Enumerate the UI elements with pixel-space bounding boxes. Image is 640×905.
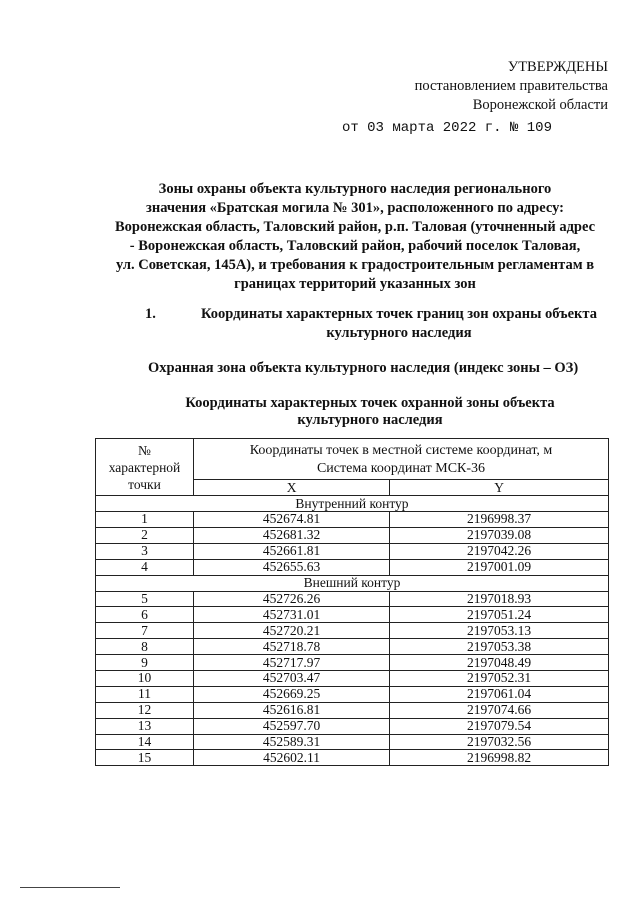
point-number: 7 [96, 623, 194, 639]
title-line: границах территорий указанных зон [234, 276, 476, 292]
header-text: № [138, 442, 151, 458]
table-row [96, 623, 609, 639]
x-value: 452681.32 [194, 527, 390, 543]
x-value: 452726.26 [194, 591, 390, 607]
point-number: 3 [96, 543, 194, 559]
footnote-divider [20, 887, 120, 888]
point-number: 9 [96, 655, 194, 671]
y-value: 2197074.66 [390, 702, 609, 718]
table-row [96, 543, 609, 559]
table-row [96, 607, 609, 623]
y-value: 2197048.49 [390, 655, 609, 671]
section-title-line: культурного наследия [326, 325, 472, 341]
y-value: 2197039.08 [390, 527, 609, 543]
section-title-line: Координаты характерных точек границ зон охраны объекта [201, 306, 597, 322]
table-heading [130, 395, 610, 429]
approval-date: от 03 марта 2022 г. № 109 [341, 120, 552, 136]
x-value: 452674.81 [194, 512, 390, 528]
table-row [96, 527, 609, 543]
table-row [96, 686, 609, 702]
point-number: 5 [96, 591, 194, 607]
y-value: 2197001.09 [390, 559, 609, 575]
x-value: 452718.78 [194, 639, 390, 655]
header-text: точки [128, 476, 161, 492]
point-number: 1 [96, 512, 194, 528]
table-row [96, 655, 609, 671]
point-number: 10 [96, 671, 194, 687]
outer-contour-label: Внешний контур [96, 575, 609, 591]
y-value: 2197018.93 [390, 591, 609, 607]
x-value: 452655.63 [194, 559, 390, 575]
x-value: 452602.11 [194, 750, 390, 766]
table-row [96, 718, 609, 734]
y-value: 2197051.24 [390, 607, 609, 623]
inner-contour-label: Внутренний контур [96, 496, 609, 512]
point-number: 6 [96, 607, 194, 623]
point-number: 2 [96, 527, 194, 543]
point-number: 15 [96, 750, 194, 766]
x-value: 452717.97 [194, 655, 390, 671]
y-value: 2197052.31 [390, 671, 609, 687]
table-row [96, 639, 609, 655]
x-value: 452661.81 [194, 543, 390, 559]
point-number: 12 [96, 702, 194, 718]
header-coordinates [194, 439, 609, 480]
x-value: 452616.81 [194, 702, 390, 718]
x-value: 452589.31 [194, 734, 390, 750]
header-text: Координаты точек в местной системе координат, м [249, 443, 553, 458]
header-text: Система координат МСК-36 [316, 461, 486, 476]
table-row [96, 702, 609, 718]
x-value: 452703.47 [194, 671, 390, 687]
y-value: 2196998.82 [390, 750, 609, 766]
zone-heading: Охранная зона объекта культурного наследия (индекс зоны – ОЗ) [148, 360, 579, 376]
table-row [96, 671, 609, 687]
title-line: Зоны охраны объекта культурного наследия регионального [158, 181, 552, 197]
document-title [100, 180, 610, 294]
section-heading [130, 305, 610, 343]
x-value: 452731.01 [194, 607, 390, 623]
x-value: 452597.70 [194, 718, 390, 734]
table-row [96, 559, 609, 575]
y-value: 2197032.56 [390, 734, 609, 750]
approval-title: УТВЕРЖДЕНЫ [507, 59, 608, 75]
header-x: X [194, 480, 390, 496]
point-number: 8 [96, 639, 194, 655]
y-value: 2196998.37 [390, 512, 609, 528]
y-value: 2197053.13 [390, 623, 609, 639]
y-value: 2197079.54 [390, 718, 609, 734]
title-line: ул. Советская, 145А), и требования к градостроительным регламентам в [115, 257, 595, 273]
x-value: 452669.25 [194, 686, 390, 702]
table-heading-line: культурного наследия [297, 412, 443, 428]
table-row [96, 512, 609, 528]
point-number: 4 [96, 559, 194, 575]
title-line: - Воронежская область, Таловский район, рабочий поселок Таловая, [129, 238, 581, 254]
point-number: 11 [96, 686, 194, 702]
coordinates-table [95, 438, 609, 766]
table-row [96, 750, 609, 766]
approval-line: Воронежской области [472, 97, 608, 113]
section-number: 1. [145, 306, 156, 322]
y-value: 2197053.38 [390, 639, 609, 655]
header-y: Y [390, 480, 609, 496]
y-value: 2197042.26 [390, 543, 609, 559]
y-value: 2197061.04 [390, 686, 609, 702]
table-heading-line: Координаты характерных точек охранной зоны объекта [185, 395, 555, 411]
approval-line: постановлением правительства [414, 78, 608, 94]
header-text: характерной [108, 459, 181, 475]
x-value: 452720.21 [194, 623, 390, 639]
point-number: 13 [96, 718, 194, 734]
table-row [96, 734, 609, 750]
table-row [96, 591, 609, 607]
header-point-number [96, 439, 194, 496]
title-line: Воронежская область, Таловский район, р.п. Таловая (уточненный адрес [114, 219, 596, 235]
approval-block [342, 58, 608, 138]
title-line: значения «Братская могила № 301», расположенного по адресу: [146, 200, 564, 216]
point-number: 14 [96, 734, 194, 750]
